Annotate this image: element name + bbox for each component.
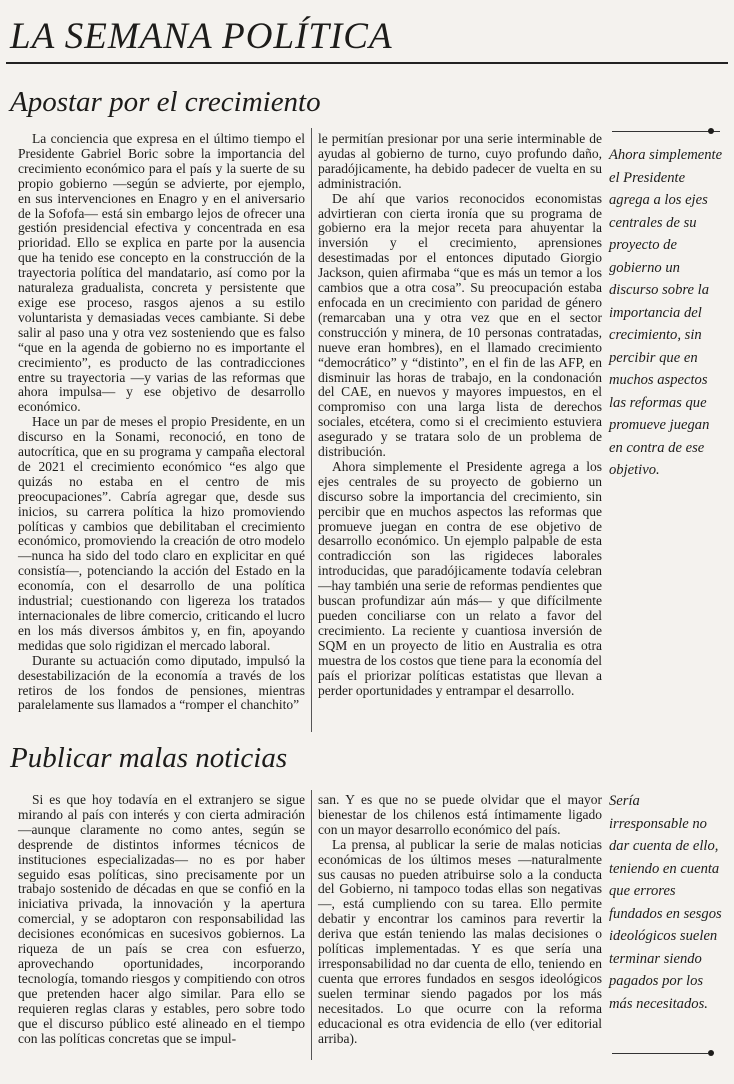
article1-pullquote: Ahora simplemente el Presidente agrega a los ejes centrales de su proyecto de gobierno un discurso sobre la importancia del crecimiento, sin percibir que en muchos aspectos las reformas que promueve juegan en contra de ese objetivo. xyxy=(609,147,723,478)
masthead-title: LA SEMANA POLÍTICA xyxy=(10,16,393,57)
article1-column-2 xyxy=(318,132,602,698)
article2-col1-paragraph-1: Si es que hoy todavía en el extranjero se sigue mirando al país con interés y con cierta admiración —aunque claramente no como antes, según se desprende de distintos informes técnicos de instituciones especializadas— no es por haber seguido esas políticas, sino precisamente por un trabajo sostenido de décadas en que se confió en la iniciativa privada, la innovación y la apertura comercial, y se adoptaron con responsabilidad las decisiones económicas en sucesivos gobiernos. La riqueza de un país se crea con esfuerzo, aprovechando oportunidades, incorporando tecnología, tomando riesgos y compitiendo con otros que pretenden hacer algo similar. Para ello se requieren reglas claras y estables, pero sobre todo que el discurso público esté alineado en el tiempo con las políticas concretas que se impul- xyxy=(18,792,305,1046)
article1-column-1 xyxy=(18,132,305,713)
article1-col1-paragraph-1: La conciencia que expresa en el último tiempo el Presidente Gabriel Boric sobre la importancia del crecimiento económico para el país y la suerte de su propio gobierno —según se advierte, por ejemplo, en sus intervenciones en Enagro y en el aniversario de la Sofofa— está sin embargo lejos de ofrecer una gestión presidencial efectiva y concentrada en esa prioridad. Ello se explica en parte por la ausencia que ha tenido ese concepto en la construcción de la trayectoria política del mandatario, así como por la naturaleza gradualista, concreta y persistente que exige ese proceso, rasgos ajenos a su estilo voluntarista y demasiadas veces cambiante. Si debe salir al paso una y otra vez sosteniendo que es falso “que en la agenda de gobierno no es importante el crecimiento”, es producto de las contradicciones entre su trayectoria —y varias de las reformas que ahora impulsa— y ese objetivo de desarrollo económico. xyxy=(18,131,305,415)
column-divider-2 xyxy=(311,790,312,1060)
article2-col2-paragraph-2: La prensa, al publicar la serie de malas noticias económicas de los últimos meses —naturalmente sus causas no pueden atribuirse solo a la conducta del Gobierno, ni tampoco todas ellas son negativas—, está cumpliendo con su tarea. Ello permite debatir y encontrar los caminos para revertir la deriva que están teniendo las malas decisiones o políticas implementadas. Y es que sería una irresponsabilidad no dar cuenta de ello, teniendo en cuenta que errores fundados en sesgos ideológicos suelen terminar siendo pagados por los más necesitados. Lo que ocurre con la reforma educacional es otra evidencia de ello (ver editorial arriba). xyxy=(318,836,602,1046)
pullquote2-bullet xyxy=(708,1050,714,1056)
pullquote2-bottom-rule xyxy=(612,1053,708,1054)
pullquote1-top-rule xyxy=(612,131,720,132)
article1-col2-paragraph-2: De ahí que varios reconocidos economistas advirtieran con cierta ironía que su programa de gobierno era la mejor receta para ahuyentar la inversión y el crecimiento, aprensiones desestimadas por el entonces diputado Giorgio Jackson, quien afirmaba “que es más un temor a los cambios que a otra cosa”. Su preocupación estaba enfocada en un crecimiento con paridad de género (remarcaban una y otra vez que en el sector construcción y minera, de 10 personas contratadas, nueve eran hombres), en el llamado crecimiento “democrático” y “distinto”, en el fin de las AFP, en disminuir las horas de trabajo, en la condonación del CAE, en nuevos y mayores impuestos, en el compromiso con una larga lista de derechos sociales, etcétera, como si el crecimiento estuviera asegurado y se tratara solo de un problema de distribución. xyxy=(318,190,602,460)
column-divider xyxy=(311,128,312,732)
article1-col1-paragraph-3: Durante su actuación como diputado, impulsó la desestabilización de la economía a través de los retiros de los fondos de pensiones, mientras paralelamente sus llamados a “romper el chanchito” xyxy=(18,652,305,713)
article2-pullquote: Sería irresponsable no dar cuenta de ello, teniendo en cuenta que errores fundados en sesgos ideológicos suelen terminar siendo pagados por los más necesitados. xyxy=(609,793,722,1012)
pullquote1-bullet xyxy=(708,128,714,134)
article2-title: Publicar malas noticias xyxy=(10,742,288,774)
article1-col1-paragraph-2: Hace un par de meses el propio Presidente, en un discurso en la Sonami, reconoció, en tono de autocrítica, que en su programa y campaña electoral de 2021 el crecimiento económico “es algo que quizás no estaba en el centro de mis preocupaciones”. Cabría agregar que, desde sus inicios, su carrera política la hizo promoviendo políticas y cambios que debilitaban el crecimiento económico, promoviendo la creación de otro modelo —nunca ha sido del todo claro en explicitar en qué consistía—, potenciando la acción del Estado en la economía, con el desarrollo de una política industrial; cuestionando con ligereza los tratados internacionales de libre comercio, criticando el lucro en los más diversos ámbitos y, en fin, apoyando medidas que solo rigidizan el mercado laboral. xyxy=(18,414,305,653)
article1-col2-paragraph-3: Ahora simplemente el Presidente agrega a los ejes centrales de su proyecto de gobierno un discurso sobre la importancia del crecimiento, sin percibir que en muchos aspectos las reformas que promueve juegan en contra de ese objetivo de desarrollo económico. Un ejemplo palpable de esta contradicción son las rigideces laborales introducidas, que paradójicamente todavía celebran —hay también una serie de reformas pendientes que buscan profundizar aún más— y que difícilmente pueden conciliarse con un relato a favor del crecimiento. La reciente y cuantiosa inversión de SQM en un proyecto de litio en Australia es otra muestra de los costos que tiene para la economía del país el priorizar políticas estatistas que llevan a perder oportunidades y entrampar el desarrollo. xyxy=(318,458,602,698)
article1-title: Apostar por el crecimiento xyxy=(10,86,321,118)
article2-column-1 xyxy=(18,793,305,1046)
article2-column-2 xyxy=(318,793,602,1046)
article2-col2-paragraph-1: san. Y es que no se puede olvidar que el mayor bienestar de los chilenos está íntimamente ligado con un mayor desarrollo económico del país. xyxy=(318,792,602,837)
masthead-rule xyxy=(6,62,728,64)
article1-col2-paragraph-1: le permitían presionar por una serie interminable de ayudas al gobierno de turno, cuyo profundo daño, paradójicamente, ha debido padecer de vuelta en su administración. xyxy=(318,131,602,191)
